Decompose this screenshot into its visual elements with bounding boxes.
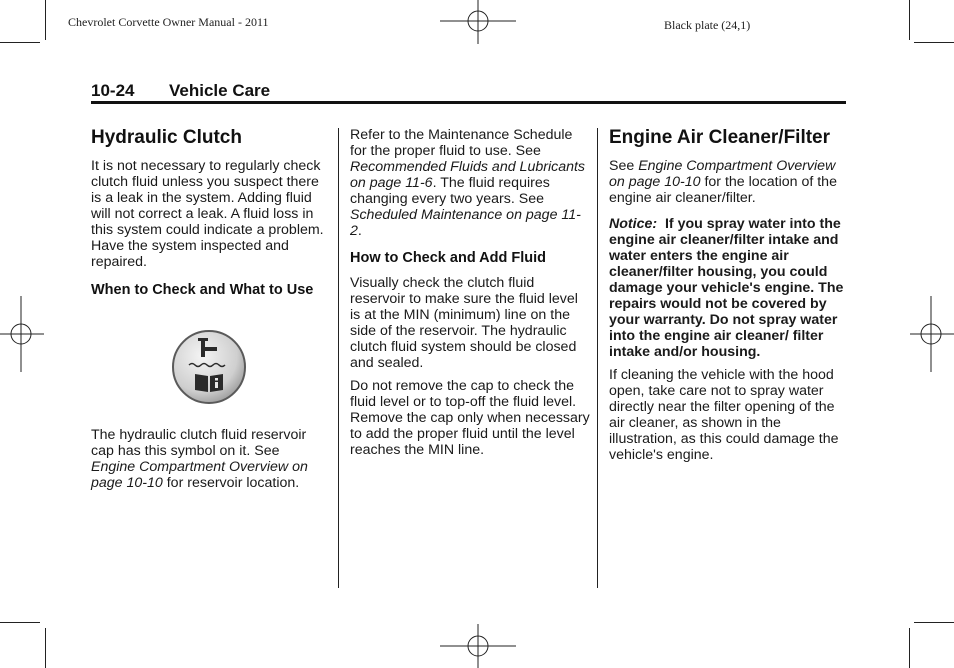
paragraph: See Engine Compartment Overview on page 10-10 for the location of the engine air cleaner/filter. <box>609 158 837 206</box>
crop-mark <box>909 0 910 40</box>
crop-mark <box>914 42 954 43</box>
crop-mark <box>45 628 46 668</box>
paragraph: Do not remove the cap to check the fluid level or to top-off the fluid level. Remove the cap only when necessary to add the proper fluid until the level reaches the MIN line. <box>350 378 590 458</box>
crop-mark <box>0 42 40 43</box>
page-number: 10-24 <box>91 81 135 100</box>
subheading: How to Check and Add Fluid <box>350 250 547 266</box>
registration-mark-icon <box>0 296 46 372</box>
paragraph: Refer to the Maintenance Schedule for the proper fluid to use. See Recommended Fluids and Lubricants on page 11-6. The fluid requires changing every two years. See Scheduled Maintenance on page 11-2. <box>350 127 586 239</box>
column-3 <box>609 127 849 470</box>
paragraph: If cleaning the vehicle with the hood open, take care not to spray water directly near the filter opening of the air cleaner, as shown in the illustration, as this could damage the vehicle's engine. <box>609 367 839 463</box>
crop-mark <box>914 622 954 623</box>
notice-text: If you spray water into the engine air cleaner/filter intake and water enters the engine air cleaner/filter housing, you could damage your vehicle's engine. The repairs would not be covered by your warranty. Do not spray water into the engine air cleaner/ filter intake and/or housing. <box>609 216 848 360</box>
plate-label: Black plate (24,1) <box>664 18 751 32</box>
registration-mark-icon <box>908 296 954 372</box>
column-divider <box>338 128 339 588</box>
paragraph: The hydraulic clutch fluid reservoir cap has this symbol on it. See Engine Compartment Overview on page 10-10 for reservoir location. <box>91 427 308 491</box>
cross-reference: Engine Compartment Overview on page 10-10 <box>609 158 836 190</box>
notice <box>609 216 849 360</box>
header-rule <box>91 101 846 104</box>
crop-mark <box>45 0 46 40</box>
cross-reference: Scheduled Maintenance on page 11-2 <box>350 207 581 239</box>
column-2 <box>350 127 590 465</box>
paragraph: It is not necessary to regularly check clutch fluid unless you suspect there is a leak in the system. Adding fluid will not correct a leak. A fluid loss in this system could indicate a problem. Have the system inspected and repaired. <box>91 158 324 270</box>
section-title: Vehicle Care <box>169 81 271 100</box>
cross-reference: Recommended Fluids and Lubricants on page 11-6 <box>350 159 586 191</box>
section-heading: Engine Air Cleaner/Filter <box>609 127 831 148</box>
section-heading: Hydraulic Clutch <box>91 127 242 148</box>
registration-mark-icon <box>440 0 516 46</box>
notice-label: Notice: <box>609 216 658 232</box>
manual-title: Chevrolet Corvette Owner Manual - 2011 <box>68 15 269 29</box>
crop-mark <box>909 628 910 668</box>
registration-mark-icon <box>440 622 516 668</box>
crop-mark <box>0 622 40 623</box>
clutch-fluid-symbol-icon <box>171 329 247 405</box>
subheading: When to Check and What to Use <box>91 282 314 298</box>
paragraph: Visually check the clutch fluid reservoir to make sure the fluid level is at the MIN (minimum) line on the side of the reservoir. The hydraulic clutch fluid system should be closed and sealed. <box>350 275 578 371</box>
running-head <box>91 81 846 101</box>
column-divider <box>597 128 598 588</box>
column-1 <box>91 127 327 498</box>
cross-reference: Engine Compartment Overview on page 10-10 <box>91 459 308 491</box>
